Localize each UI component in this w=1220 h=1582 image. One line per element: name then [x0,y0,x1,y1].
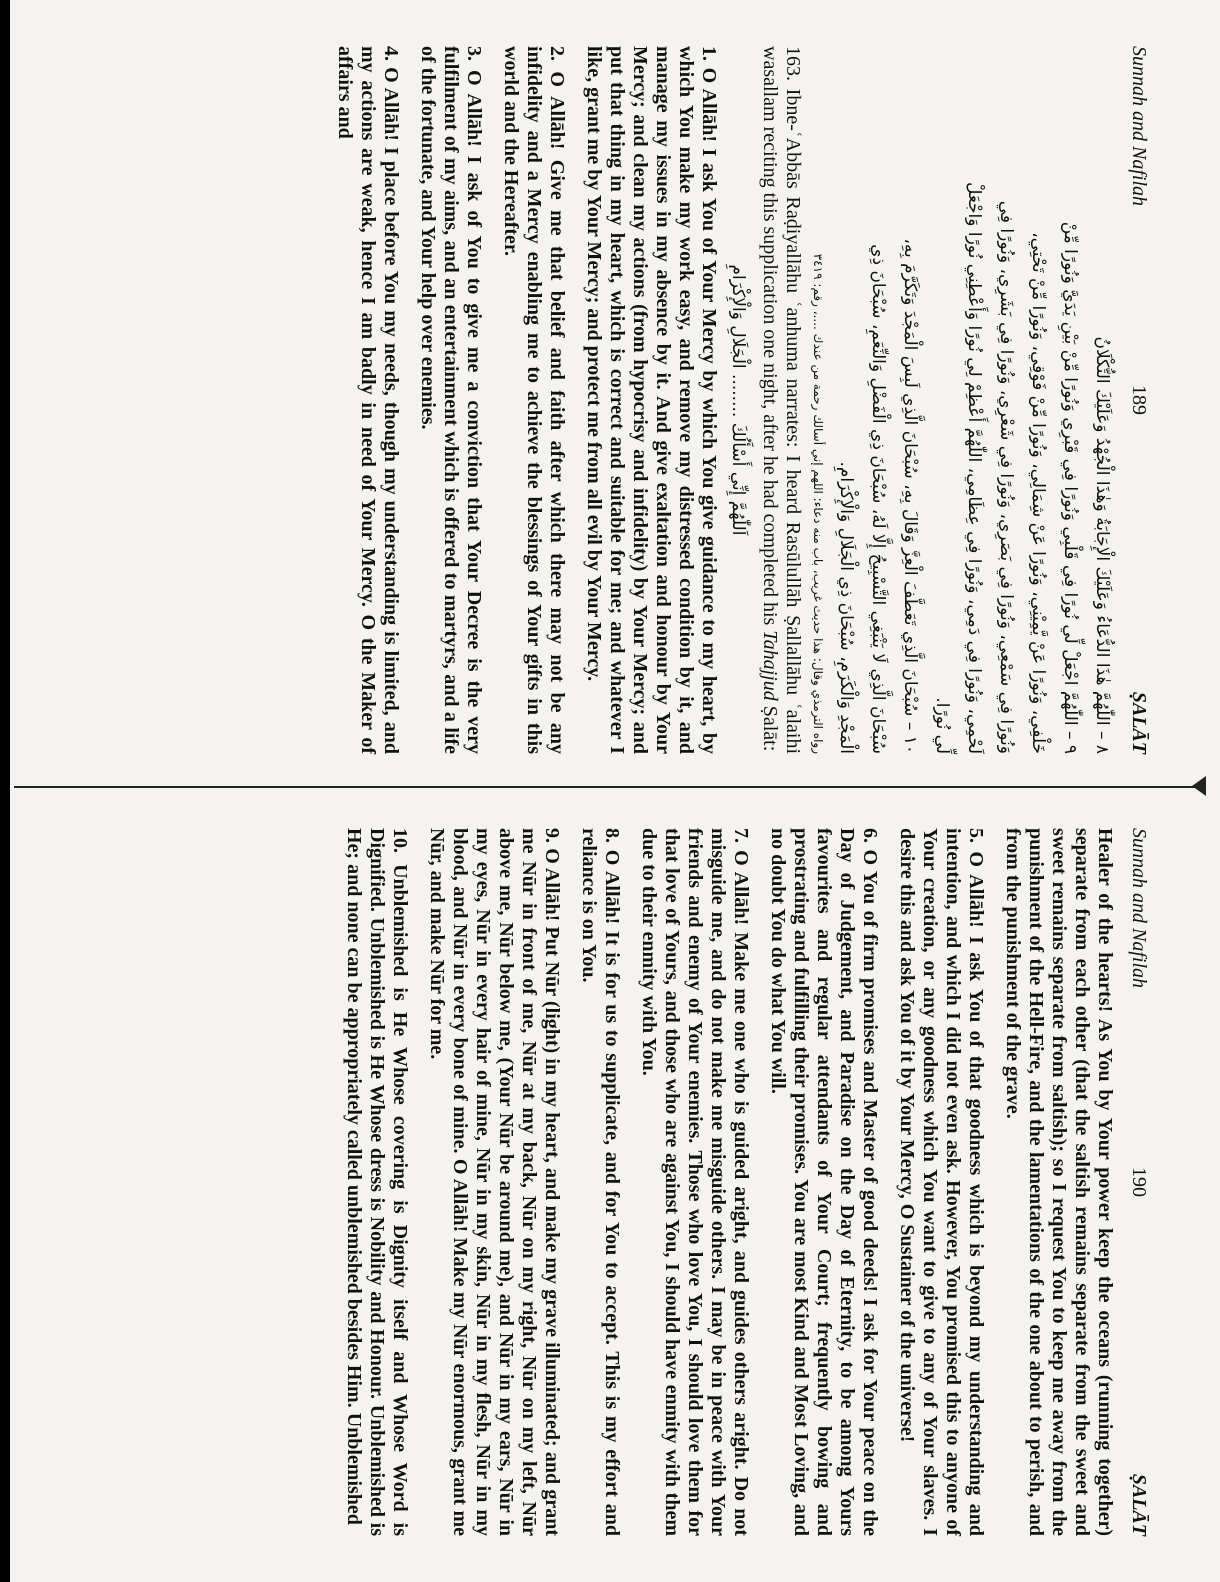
paragraph: 3. O Allāh! I ask of You to give me a conviction that Your Decree is the very fulfilment of my aims, and an entertainment which is offered to martyrs, and a life of the fortunate, and Your help over enemies. [417,46,485,754]
page-190 [20,802,1170,1562]
fold-marker [1192,776,1206,796]
hadith-intro-text: 163. Ibne-ʿAbbās Raḍiyallāhu ʿanhuma narrates: I heard Rasūlullāh Ṣallallāhu ʿalaihi wasallam reciting this supplication one night, after he had completed his [759,46,804,754]
paragraph: 4. O Allāh! I place before You my needs, though my understanding is limited, and my actions are weak, hence I am badly in need of Your Mercy. O the Maker of affairs and [334,46,402,754]
page-fold-line [14,786,1204,788]
paragraph: 5. O Allāh! I ask You of that goodness which is beyond my understanding and intention, and which I did not even ask. However, You promised this to anyone of Your creation, or any goodness which You want to give to any of Your slaves. I desire this and ask You of it by Your Mercy, O Sustainer of the universe! [896,828,987,1536]
arabic-line: لَحْمِي، وَنُورًا فِي دَمِي، وَنُورًا فِي عِظَامِي، اللّٰهُمَّ أَعْظِمْ لِي نُورًا وَأَعْطِنِي نُورًا وَاجْعَلْ [964,181,984,754]
page-header [1116,828,1150,1536]
hadith-reference: رواه الترمذي وقال: هذا حديث غريب، باب منه دعاء: اللهم إني أسالك رحمة من عندك ....، رقم: ٣٤١٩ [811,253,825,754]
page-189 [20,20,1170,780]
section-title: ṢALĀT [1128,1473,1150,1536]
paragraph: 2. O Allāh! Give me that belief and faith after which there may not be any infidelity and a Mercy enabling me to achieve the blessings of Your gifts in this world and the Hereafter. [500,46,568,754]
arabic-line: خَلْفِي، وَنُورًا عَنْ يَّمِيْنِي، وَنُورًا عَنْ شِمَالِي، وَنُورًا مِّنْ فَوْقِي، وَنُورًا مِّنْ تَحْتِي، [1028,232,1048,754]
paragraph: 7. O Allāh! Make me one who is guided aright, and guides others aright. Do not misguide me, and do not make me misguide others. I may be in peace with Your friends and enemy of Your enemies. Those who love You, I should love them for that love of Yours, and those who are against You, I should have enmity with them due to their enmity with You. [638,828,752,1536]
arabic-line: الْمَجْدِ وَالْكَرَمِ، سُبْحَانَ ذِي الْجَلَالِ وَالْإِكْرَامِ. [836,461,856,754]
paragraph: 6. O You of firm promises and Master of good deeds! I ask for Your peace on the Day of Judgement, and Paradise on the Day of Eternity, to be among Yours favourites and regular attendants of Your Court; frequently bowing and prostrating and fulfilling their promises. You are most Kind and Most Loving, and no doubt You do what You will. [767,828,881,1536]
page-header [1116,46,1150,754]
arabic-line: ٩ – اللّٰهُمَّ اجْعَلْ لِّي نُورًا فِي قَلْبِي وَنُورًا فِي قَبْرِي وَنُورًا مِّنْ بَيْنِ يَدَيَّ وَنُورًا مِّنْ [1060,221,1080,754]
arabic-line: ١٠ – سُبْحَانَ الَّذِي تَعَطَّفَ الْعِزَّ وَقَالَ بِهِ، سُبْحَانَ الَّذِي لَبِسَ الْمَجْدَ وَتَكَرَّمَ بِهِ، [900,238,920,754]
running-title: Sunnah and Nafilah [1128,46,1150,207]
paragraph: 10. Unblemished is He Whose covering is Dignity itself and Whose Word is Dignified. Unblemished is He Whose dress is Nobility and Honour. Unblemished is He; and none can be appropriately called unblemished besides Him. Unblemished [343,828,411,1536]
section-title: ṢALĀT [1128,691,1150,754]
paragraph: 8. O Allāh! It is for us to supplicate, and for You to accept. This is my effort and reliance is on You. [578,828,623,1536]
running-title: Sunnah and Nafilah [1128,828,1150,989]
arabic-line: وَنُورًا فِي سَمْعِي، وَنُورًا فِي بَصَرِي، وَنُورًا فِي شَعْرِي، وَنُورًا فِي بَشَرِي، وَنُورًا فِي [996,200,1016,754]
paragraph: 1. O Allāh! I ask You of Your Mercy by which You give guidance to my heart, by which You make my work easy, and remove my distressed condition by it, and manage my issues in my absence by it. And give exaltation and honour by Your Mercy; and clean my actions (from hypocrisy and infidelity) by Your Mercy; and put that thing in my heart, which is correct and suitable for me; and whatever I like, grant me by Your Mercy; and protect me from all evil by Your Mercy. [583,46,720,754]
paragraph: Healer of the hearts! As You by Your power keep the oceans (running together) separate from each other (that the saltish remains separate from the sweet and sweet remains separate from saltish); so I request You to keep me away from the punishment of the Hell-Fire, and the lamentations of the one about to perish, and from the punishment of the grave. [1002,828,1116,1536]
arabic-line: لِّي نُورًا. [932,697,952,754]
arabic-block [832,46,1116,754]
scan-edge [0,0,10,1582]
arabic-line: سُبْحَانَ الَّذِي لَا يَنْبَغِي التَّسْبِيحُ إِلَّا لَهُ، سُبْحَانَ ذِي الْفَضْلِ وَالنِّعَمِ، سُبْحَانَ ذِي [868,244,888,754]
hadith-intro-italic: Tahajjud [759,630,781,701]
arabic-opening: اَللّٰهُمَّ إِنِّي أَسْأَلُكَ ........ الْجَلَالِ وَالْإِكْرَامِ [728,264,748,536]
arabic-line: ٨ – اللّٰهُمَّ هٰذَا الدُّعَاءُ وَعَلَيْكَ الْإِجَابَةُ وَهٰذَا الْجُهْدُ وَعَلَيْكَ التُّكْلَانُ [1092,336,1112,754]
paragraph: 9. O Allāh! Put Nūr (light) in my heart, and make my grave illuminated; and grant me Nūr in front of me, Nūr at my back, Nūr on my right, Nūr on my left, Nūr above me, Nūr below me, (Your Nūr be around me), and Nūr in my ears, Nūr in my eyes, Nūr in every hair of mine, Nūr in my skin, Nūr in my flesh, Nūr in my blood, and Nūr in every bone of mine. O Allāh! Make my Nūr enormous, grant me Nūr, and make Nūr for me. [426,828,563,1536]
hadith-intro-end: Ṣalāt: [759,700,781,752]
hadith-intro [758,46,804,754]
page-number: 190 [1128,1167,1150,1197]
page-number: 189 [1128,385,1150,415]
